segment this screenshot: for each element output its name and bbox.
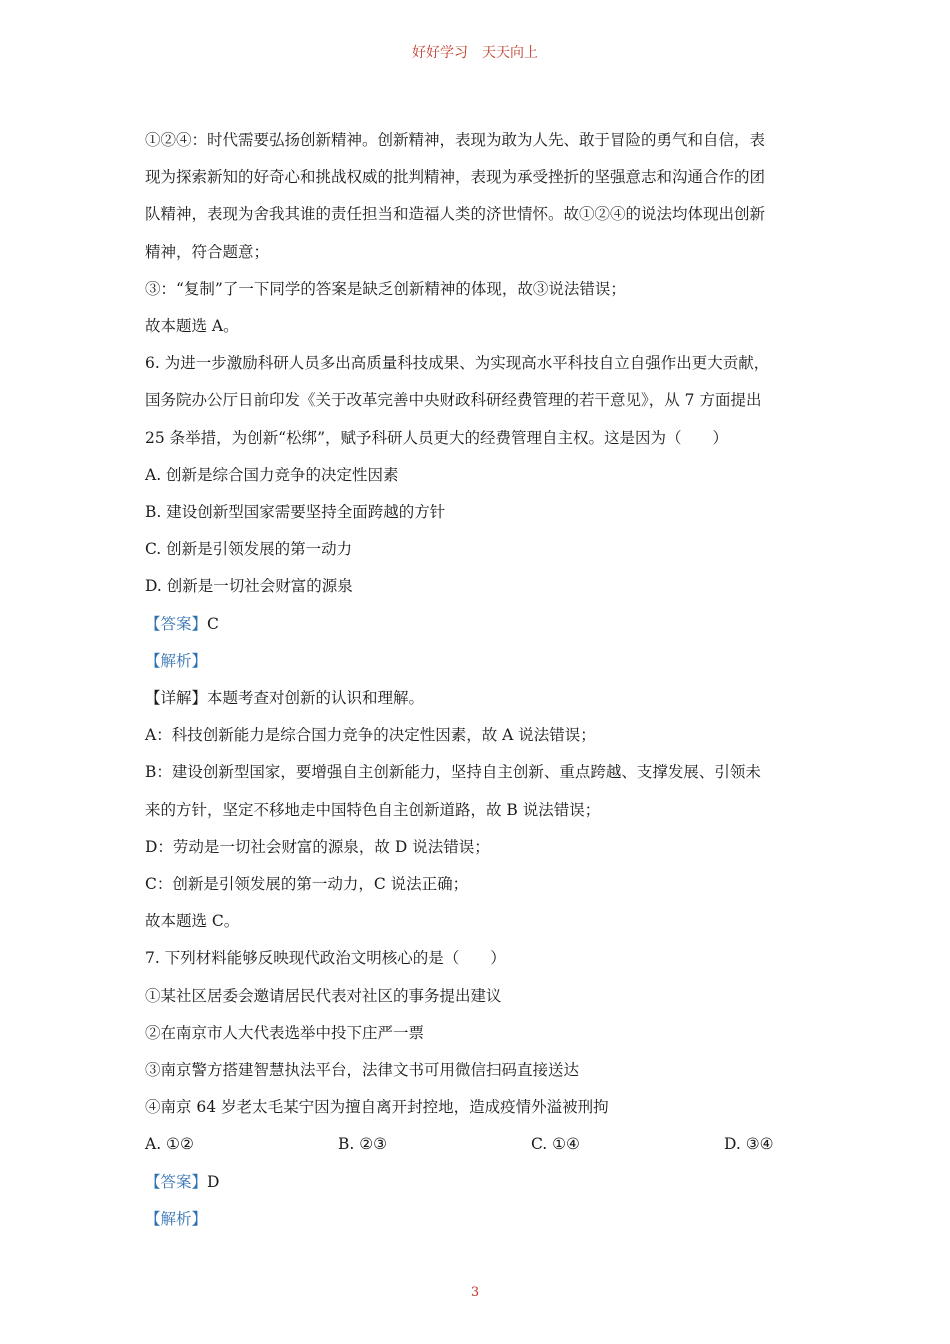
question-7-item: ①某社区居委会邀请居民代表对社区的事务提出建议 [145,986,502,1005]
text-line: 来的方针，坚定不移地走中国特色自主创新道路，故 B 说法错误； [145,800,601,819]
question-6-option-c: C. 创新是引领发展的第一动力 [145,540,353,559]
question-6-stem: 6. 为进一步激励科研人员多出高质量科技成果、为实现高水平科技自立自强作出更大贡献， [145,354,770,373]
text-line: ①②④：时代需要弘扬创新精神。创新精神，表现为敢为人先、敢于冒险的勇气和自信，表 [145,131,766,149]
page-number: 3 [470,1285,480,1300]
text-line: ③：“复制”了一下同学的答案是缺乏创新精神的体现，故③说法错误； [145,279,626,298]
question-6-answer [145,606,813,643]
answer-value: D [207,1172,220,1191]
text-line: D：劳动是一切社会财富的源泉，故 D 说法错误； [145,837,490,856]
detail-text: 本题考查对创新的认识和理解。 [207,689,425,708]
page-header: 好好学习 天天向上 [412,45,538,61]
text-line: 故本题选 A。 [145,317,239,336]
question-6-stem: 25 条举措，为创新“松绑”，赋予科研人员更大的经费管理自主权。这是因为（ ） [145,428,729,447]
answer-tag: 【答案】 [145,1172,208,1191]
answer-value: C [207,614,219,633]
question-7-item: ②在南京市人大代表选举中投下庄严一票 [145,1023,425,1042]
question-6-option-b: B. 建设创新型国家需要坚持全面跨越的方针 [145,503,446,522]
question-6-option-d: D. 创新是一切社会财富的源泉 [145,577,353,596]
text-line: 精神，符合题意； [145,242,270,261]
question-7-item: ④南京 64 岁老太毛某宁因为擅自离开封控地，造成疫情外溢被刑拘 [145,1098,609,1117]
text-line: 故本题选 C。 [145,912,240,931]
choice-d: D. ③④ [724,1135,774,1154]
question-7-stem: 7. 下列材料能够反映现代政治文明核心的是（ ） [145,949,506,968]
question-7-analysis-tag: 【解析】 [145,1209,208,1228]
document-body [145,122,813,1238]
question-6-option-a: A. 创新是综合国力竞争的决定性因素 [145,465,399,484]
question-7-choices [145,1126,813,1163]
choice-a: A. ①② [145,1135,194,1154]
text-line: A：科技创新能力是综合国力竞争的决定性因素，故 A 说法错误； [145,726,596,745]
question-7-answer [145,1164,813,1201]
choice-b: B. ②③ [338,1135,388,1154]
question-6-stem: 国务院办公厅日前印发《关于改革完善中央财政科研经费管理的若干意见》，从 7 方面提出 [145,391,762,410]
text-line: C：创新是引领发展的第一动力，C 说法正确； [145,875,469,894]
question-6-analysis-tag: 【解析】 [145,651,208,670]
question-6-detail [145,680,813,717]
choice-c: C. ①④ [531,1135,580,1154]
text-line: 现为探索新知的好奇心和挑战权威的批判精神，表现为承受挫折的坚强意志和沟通合作的团 [145,168,766,187]
detail-tag: 【详解】 [145,689,208,708]
answer-tag: 【答案】 [145,614,208,633]
text-line: B：建设创新型国家，要增强自主创新能力，坚持自主创新、重点跨越、支撑发展、引领未 [145,763,761,782]
text-line: 队精神，表现为舍我其谁的责任担当和造福人类的济世情怀。故①②④的说法均体现出创新 [145,205,766,224]
question-7-item: ③南京警方搭建智慧执法平台，法律文书可用微信扫码直接送达 [145,1061,580,1080]
